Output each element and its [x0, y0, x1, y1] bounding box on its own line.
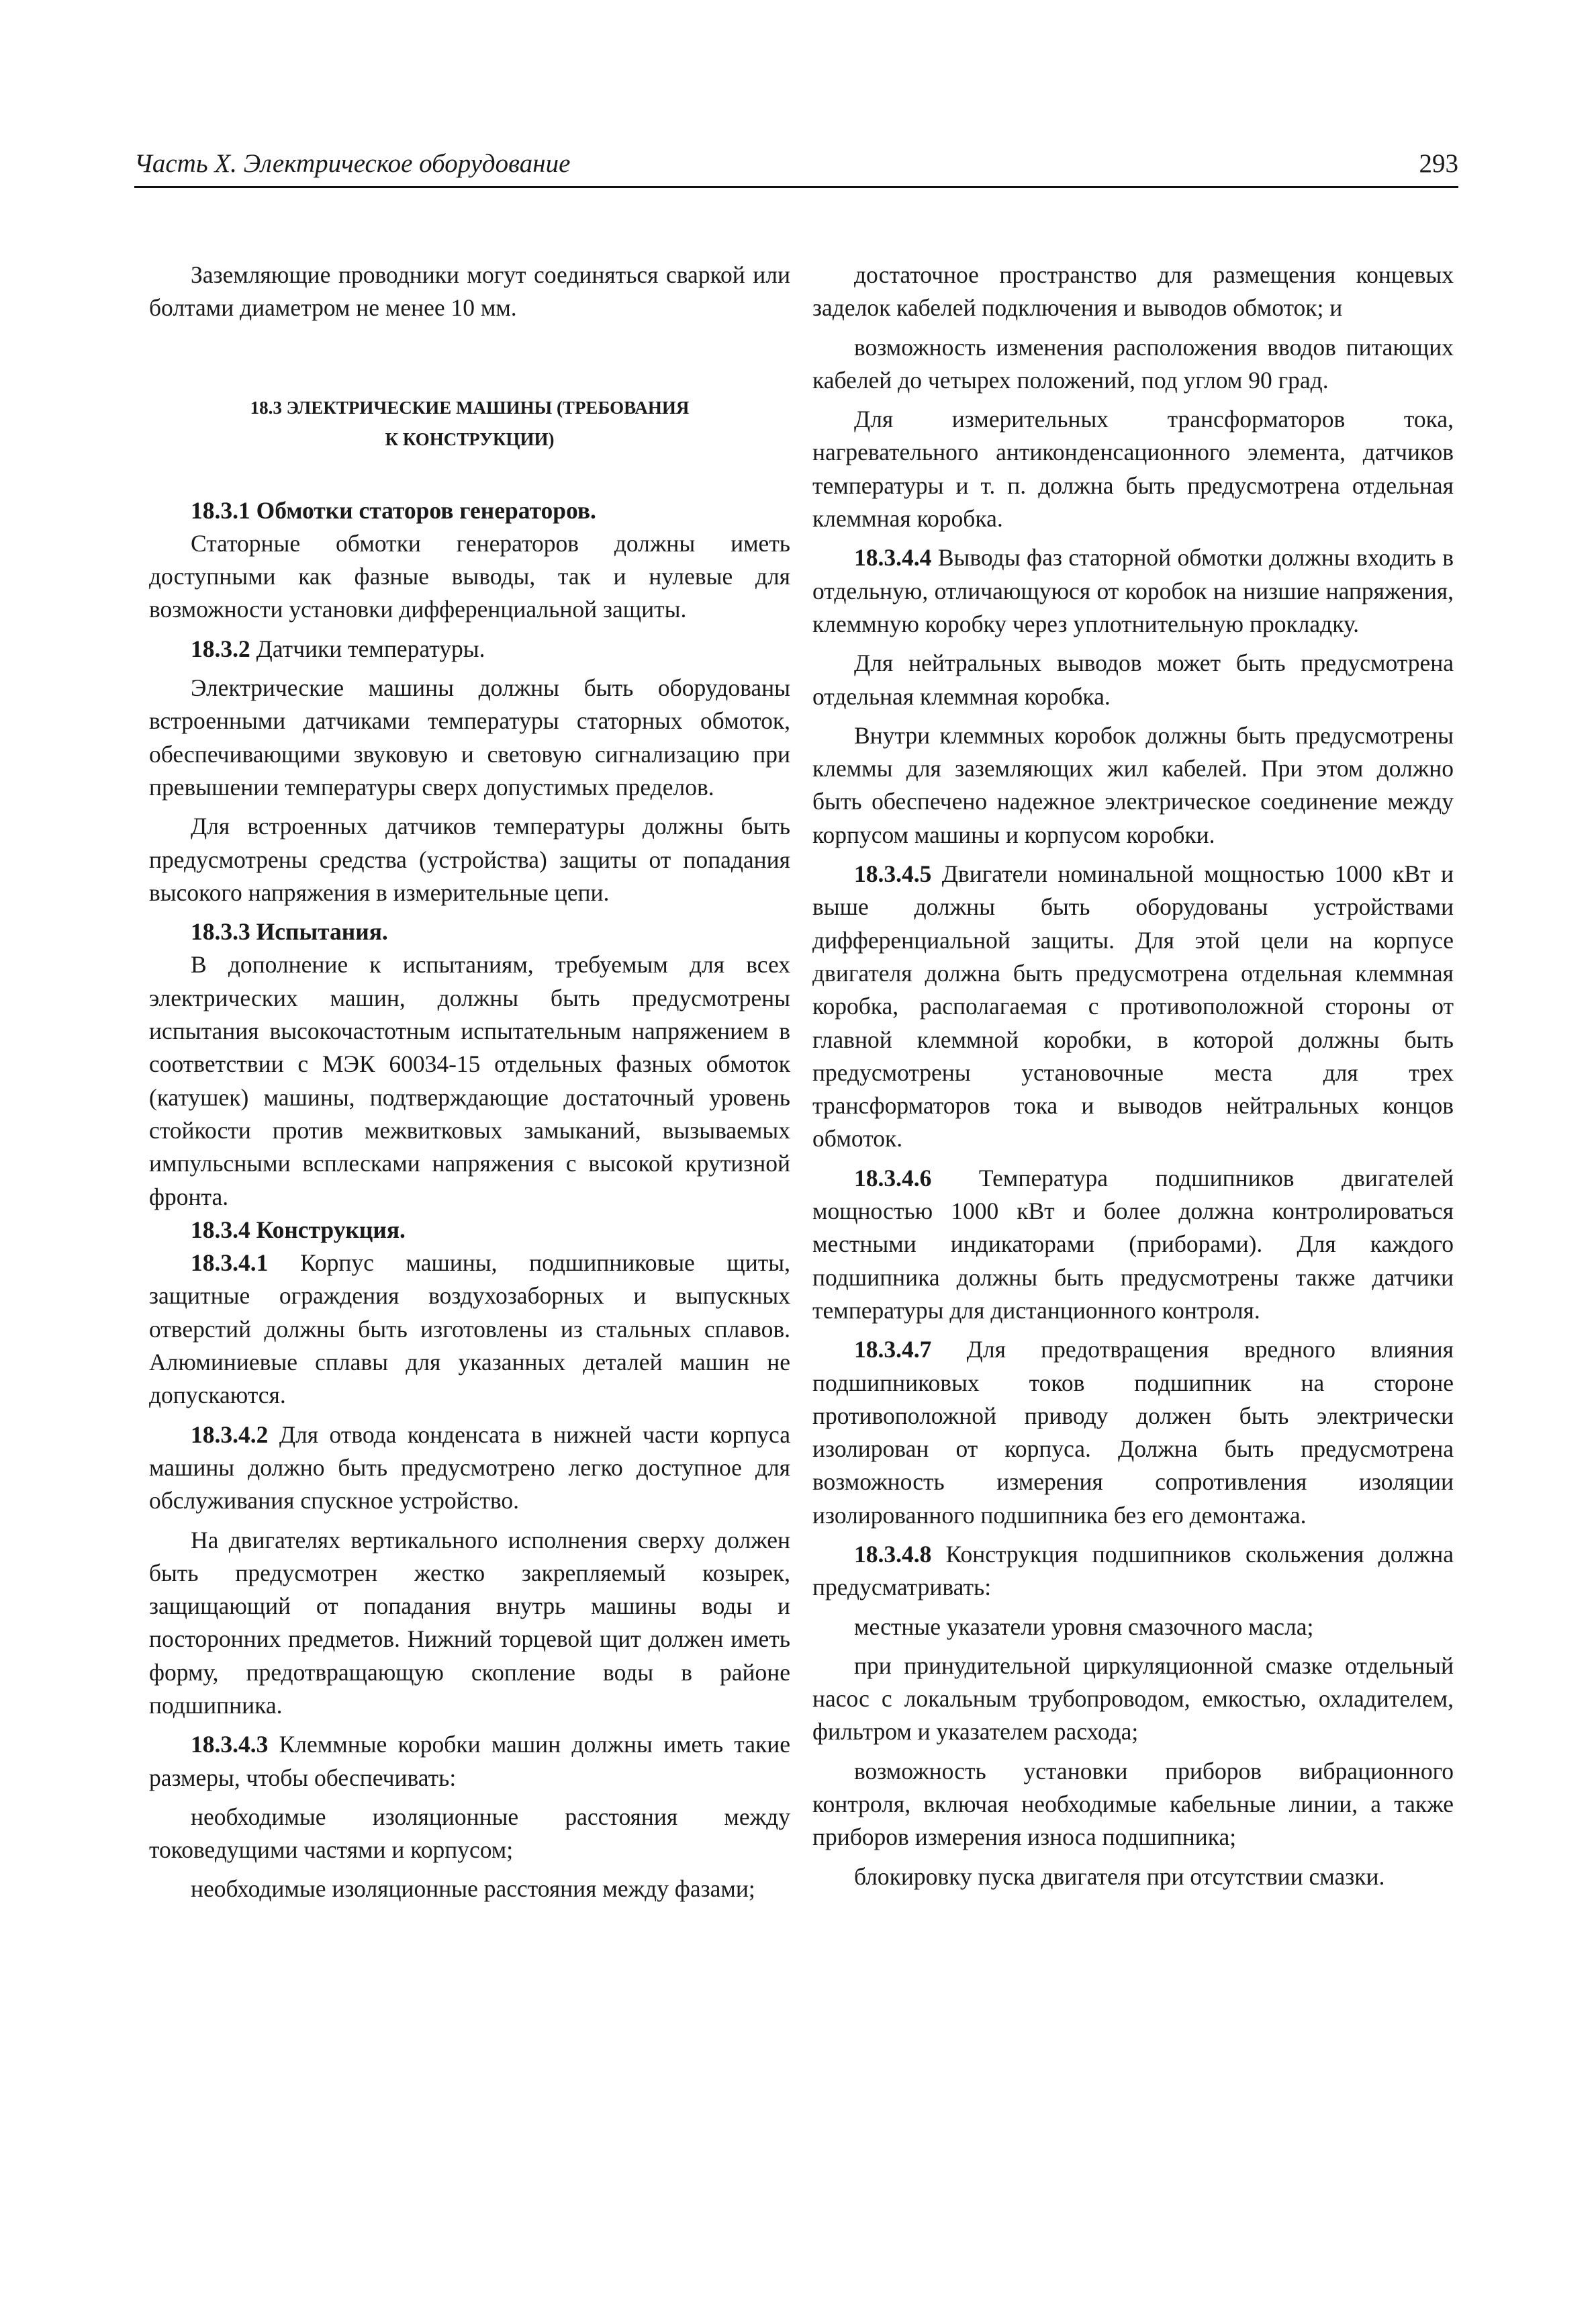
subsection-heading: 18.3.1 Обмотки статоров генераторов.	[191, 496, 596, 524]
section-heading-line1: 18.3 ЭЛЕКТРИЧЕСКИЕ МАШИНЫ (ТРЕБОВАНИЯ	[250, 397, 690, 418]
paragraph	[812, 541, 1454, 641]
paragraph	[812, 1538, 1454, 1605]
list-item: необходимые изоляционные расстояния между фазами;	[191, 1875, 755, 1903]
page-header	[134, 144, 1458, 188]
list-item: местные указатели уровня смазочного масла;	[854, 1613, 1314, 1640]
clause-text: Температура подшипников двигателей мощностью 1000 кВт и более должна контролироваться местными индикаторами (приборами). Для каждого подшипника должны быть предусмотрены также датчики температуры для дистанционного контроля.	[812, 1164, 1454, 1324]
paragraph: Для нейтральных выводов может быть предусмотрена отдельная клеммная коробка.	[812, 649, 1454, 710]
clause-text: Конструкция подшипников скольжения должна предусматривать:	[812, 1540, 1454, 1601]
list-item: необходимые изоляционные расстояния между токоведущими частями и корпусом;	[149, 1803, 790, 1864]
clause-number: 18.3.4.2	[191, 1420, 269, 1448]
clause-text: Для отвода конденсата в нижней части корпуса машины должно быть предусмотрено легко доступное для обслуживания спускное устройство.	[149, 1420, 790, 1515]
left-column	[149, 259, 790, 1906]
paragraph: На двигателях вертикального исполнения сверху должен быть предусмотрен жестко закрепляемый козырек, защищающий от попадания внутрь машины воды и посторонних предметов. Нижний торцевой щит должен иметь форму, предотвращающую скопление воды в районе подшипника.	[149, 1526, 790, 1719]
subsection-heading: 18.3.4 Конструкция.	[191, 1216, 406, 1243]
clause-number: 18.3.4.7	[854, 1336, 932, 1363]
clause-text: Выводы фаз статорной обмотки должны входить в отдельную, отличающуюся от коробок на низшие напряжения, клеммную коробку через уплотнительную прокладку.	[812, 544, 1454, 637]
right-column	[812, 259, 1454, 1893]
list-item: при принудительной циркуляционной смазке отдельный насос с локальным трубопроводом, емкостью, охладителем, фильтром и указателем расхода;	[812, 1652, 1454, 1746]
section-heading-line2: К КОНСТРУКЦИИ)	[385, 428, 555, 449]
clause-number: 18.3.4.6	[854, 1164, 932, 1191]
clause-number: 18.3.4.1	[191, 1249, 269, 1277]
list-item: возможность установки приборов вибрационного контроля, включая необходимые кабельные линии, а также приборов измерения износа подшипника;	[812, 1757, 1454, 1851]
clause-text: Корпус машины, подшипниковые щиты, защитные ограждения воздухозаборных и выпускных отверстий должны быть изготовлены из стальных сплавов. Алюминиевые сплавы для указанных деталей машин не допускаются.	[149, 1249, 790, 1409]
paragraph	[149, 1728, 790, 1795]
paragraph	[812, 858, 1454, 1156]
paragraph: Для встроенных датчиков температуры должны быть предусмотрены средства (устройства) защиты от попадания высокого напряжения в измерительные цепи.	[149, 813, 790, 906]
running-title: Часть X. Электрическое оборудование	[134, 149, 571, 178]
subsection-heading: 18.3.3 Испытания.	[191, 918, 388, 946]
list-item: блокировку пуска двигателя при отсутствии смазки.	[854, 1862, 1385, 1890]
paragraph	[149, 1247, 790, 1412]
paragraph: Для измерительных трансформаторов тока, нагревательного антиконденсационного элемента, датчиков температуры и т. п. должна быть предусмотрена отдельная клеммная коробка.	[812, 406, 1454, 533]
clause-number: 18.3.4.8	[854, 1540, 932, 1568]
clause-text: Двигатели номинальной мощностью 1000 кВт и выше должны быть оборудованы устройствами дифференциальной защиты. Для этой цели на корпусе двигателя должна быть предусмотрена отдельная клеммная коробка, располагаемая с противоположной стороны от главной клеммной коробки, в которой должны быть предусмотрены установочные места для трех трансформаторов тока и выводов нейтральных концов обмоток.	[812, 860, 1454, 1153]
paragraph	[149, 1418, 790, 1518]
clause-text: Для предотвращения вредного влияния подшипниковых токов подшипник на стороне противоположной приводу должен быть электрически изолирован от корпуса. Должна быть предусмотрена возможность измерения сопротивления изоляции изолированного подшипника без его демонтажа.	[812, 1336, 1454, 1529]
page-number: 293	[1419, 149, 1458, 178]
clause-number: 18.3.4.3	[191, 1731, 269, 1758]
list-item: возможность изменения расположения вводов питающих кабелей до четырех положений, под углом 90 град.	[812, 333, 1454, 394]
list-item: достаточное пространство для размещения концевых заделок кабелей подключения и выводов обмоток; и	[812, 261, 1454, 322]
paragraph: Статорные обмотки генераторов должны иметь доступными как фазные выводы, так и нулевые для возможности установки дифференциальной защиты.	[149, 529, 790, 623]
section-heading	[149, 392, 790, 455]
clause-number: 18.3.4.4	[854, 544, 932, 572]
paragraph	[812, 1162, 1454, 1327]
clause-number: 18.3.4.5	[854, 860, 932, 888]
clause-number: 18.3.2	[191, 635, 250, 662]
paragraph: Электрические машины должны быть оборудованы встроенными датчиками температуры статорных обмоток, обеспечивающими звуковую и световую сигнализацию при превышении температуры сверх допустимых пределов.	[149, 674, 790, 801]
subsection-heading	[149, 633, 790, 666]
clause-text: Клеммные коробки машин должны иметь такие размеры, чтобы обеспечивать:	[149, 1731, 790, 1791]
paragraph: Заземляющие проводники могут соединяться сваркой или болтами диаметром не менее 10 мм.	[149, 261, 790, 322]
clause-title: Датчики температуры.	[250, 635, 485, 662]
paragraph	[812, 1333, 1454, 1532]
paragraph: Внутри клеммных коробок должны быть предусмотрены клеммы для заземляющих жил кабелей. При этом должно быть обеспечено надежное электрическое соединение между корпусом машины и корпусом коробки.	[812, 721, 1454, 848]
paragraph: В дополнение к испытаниям, требуемым для всех электрических машин, должны быть предусмотрены испытания высокочастотным испытательным напряжением в соответствии с МЭК 60034-15 отдельных фазных обмоток (катушек) машины, подтверждающие достаточный уровень стойкости против межвитковых замыканий, вызываемых импульсными всплесками напряжения с высокой крутизной фронта.	[149, 951, 790, 1210]
